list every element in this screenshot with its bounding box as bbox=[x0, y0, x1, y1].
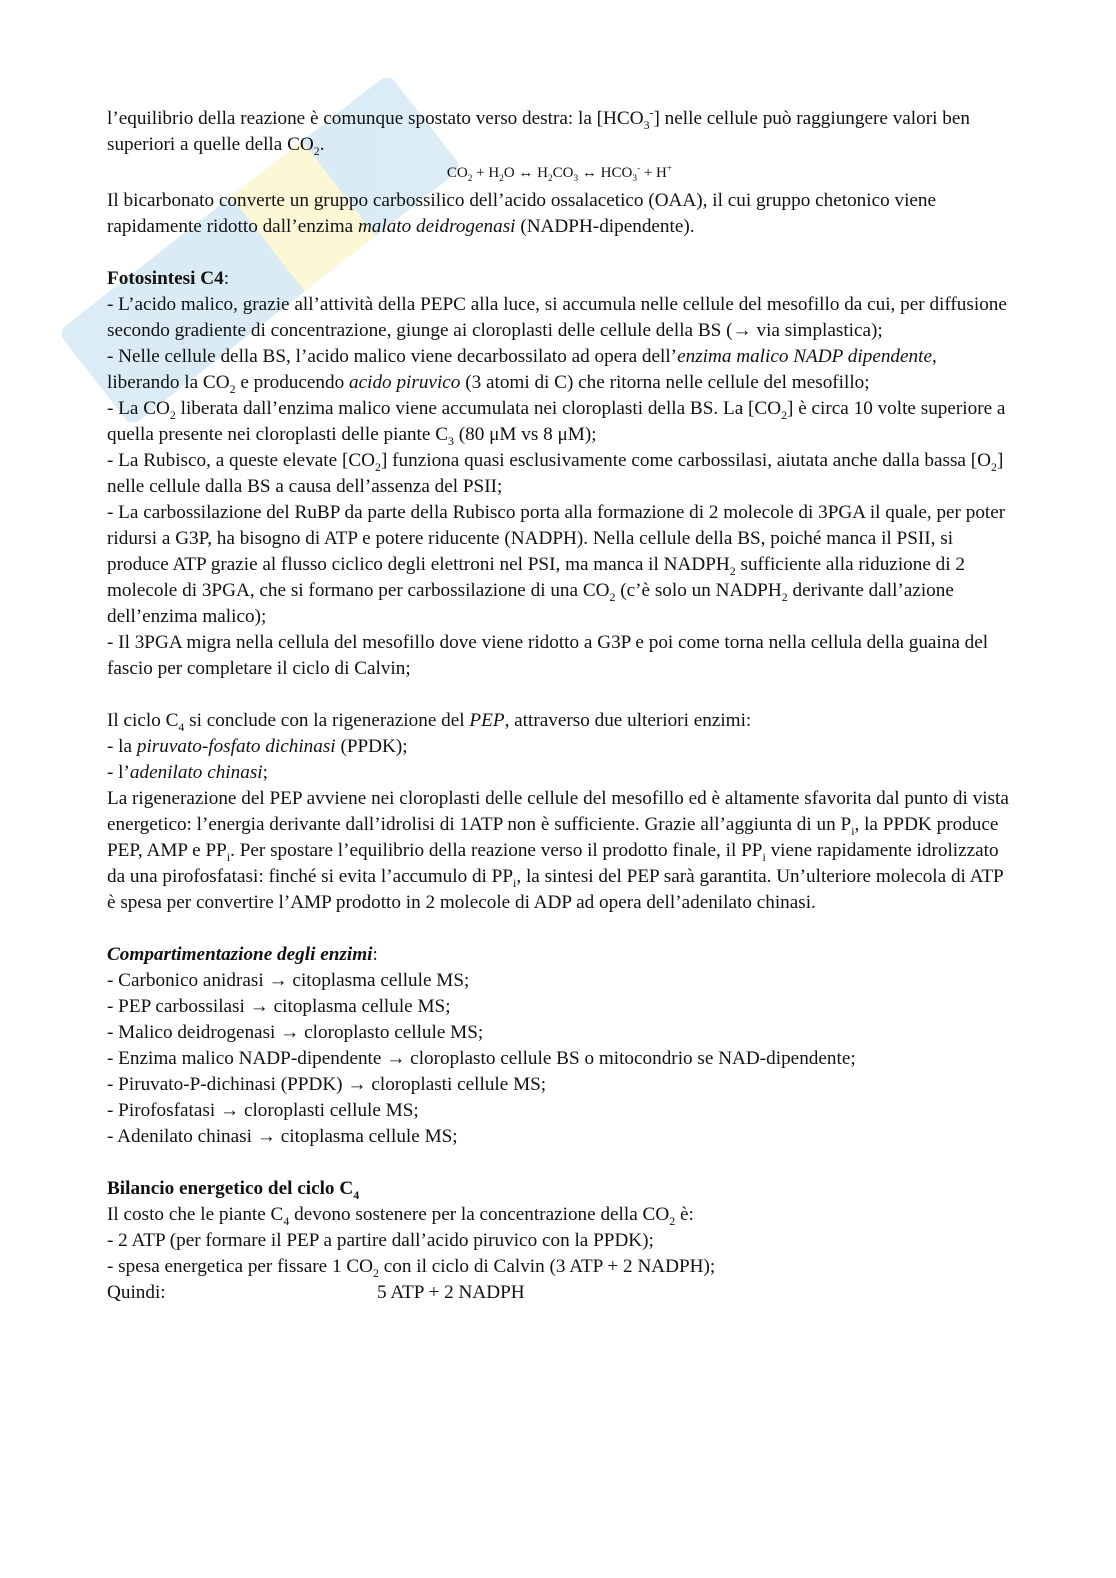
list-item: - la piruvato-fosfato dichinasi (PPDK); bbox=[107, 736, 408, 757]
section-heading-fotosintesi: Fotosintesi C4: bbox=[107, 268, 230, 289]
intro-paragraph: l’equilibrio della reazione è comunque spostato verso destra: la $[HCO_3^-]$ nelle cellule può raggiungere valori ben superiori a quelle della $CO_2$. bbox=[107, 105, 970, 158]
list-item: - Pirofosfatasi → cloroplasti cellule MS; bbox=[107, 1100, 419, 1121]
list-item: - l’adenilato chinasi; bbox=[107, 762, 268, 783]
list-item: - 2 ATP (per formare il PEP a partire dall’acido piruvico con la PPDK); bbox=[107, 1230, 654, 1251]
pep-regeneration-paragraph: La rigenerazione del PEP avviene nei cloroplasti delle cellule del mesofillo ed è altamente sfavorita dal punto di vista energetico: l’energia derivante dall’idrolisi di 1ATP non è sufficiente. Grazie all’aggiunta di un $P_i$, la PPDK produce PEP, AMP e $PP_i$. Per spostare l’equilibrio della reazione verso il prodotto finale, il $PP_i$ viene rapidamente idrolizzato da una pirofosfatasi: finché si evita l’accumulo di $PP_i$, la sintesi del PEP sarà garantita. Un’ulteriore molecola di ATP è spesa per convertire l’AMP prodotto in 2 molecole di ADP ad opera dell’adenilato chinasi. bbox=[107, 788, 1009, 913]
list-item: - PEP carbossilasi → citoplasma cellule MS; bbox=[107, 996, 451, 1017]
document-page bbox=[107, 106, 1012, 1306]
section-heading-bilancio: Bilancio energetico del ciclo $C_4$ bbox=[107, 1178, 360, 1202]
total-line: Quindi: 5 ATP + 2 NADPH bbox=[107, 1282, 525, 1303]
list-item: - Enzima malico NADP-dipendente → cloroplasto cellule BS o mitocondrio se NAD-dipendente; bbox=[107, 1048, 856, 1069]
list-item: - Piruvato-P-dichinasi (PPDK) → cloroplasti cellule MS; bbox=[107, 1074, 547, 1095]
list-item: - Adenilato chinasi → citoplasma cellule MS; bbox=[107, 1126, 458, 1147]
list-item: - L’acido malico, grazie all’attività della PEPC alla luce, si accumula nelle cellule del mesofillo da cui, per diffusione secondo gradiente di concentrazione, giunge ai cloroplasti delle cellule della BS (→ via simplastica); bbox=[107, 294, 1007, 341]
list-item: - La $CO_2$ liberata dall’enzima malico viene accumulata nei cloroplasti della BS. La $[CO_2]$ è circa 10 volte superiore a quella presente nei cloroplasti delle piante $C_3$ (80 μM vs 8 μM); bbox=[107, 398, 1006, 448]
list-item: - La Rubisco, a queste elevate $[CO_2]$ funziona quasi esclusivamente come carbossilasi, aiutata anche dalla bassa $[O_2]$ nelle cellule dalla BS a causa dell’assenza del PSII; bbox=[107, 450, 1004, 497]
list-item: - Il 3PGA migra nella cellula del mesofillo dove viene ridotto a G3P e poi come torna nella cellula della guaina del fascio per completare il ciclo di Calvin; bbox=[107, 632, 989, 679]
list-item: - Malico deidrogenasi → cloroplasto cellule MS; bbox=[107, 1022, 484, 1043]
equilibrium-equation: $CO_2 + H_2O$ ↔ $H_2CO_3$ ↔ $HCO_3^- + H^+$ bbox=[446, 164, 673, 184]
list-item: - La carbossilazione del RuBP da parte della Rubisco porta alla formazione di 2 molecole di 3PGA il quale, per poter ridursi a G3P, ha bisogno di ATP e potere riducente (NADPH). Nella cellule della BS, poiché manca il PSII, si produce ATP grazie al flusso ciclico degli elettroni nel PSI, ma manca il $NADPH_2$ sufficiente alla riduzione di 2 molecole di 3PGA, che si formano per carbossilazione di una $CO_2$ (c’è solo un $NADPH_2$ derivante dall’azione dell’enzima malico); bbox=[107, 502, 1006, 627]
bicarbonate-paragraph: Il bicarbonato converte un gruppo carbossilico dell’acido ossalacetico (OAA), il cui gruppo chetonico viene rapidamente ridotto dall’enzima malato deidrogenasi (NADPH-dipendente). bbox=[107, 190, 937, 237]
c4-cycle-paragraph: Il ciclo $C_4$ si conclude con la rigenerazione del PEP, attraverso due ulteriori enzimi: bbox=[107, 710, 752, 734]
section-heading-compartimentazione: Compartimentazione degli enzimi: bbox=[107, 944, 378, 965]
list-item: - Nelle cellule della BS, l’acido malico viene decarbossilato ad opera dell’enzima malico NADP dipendente, liberando la $CO_2$ e producendo acido piruvico (3 atomi di C) che ritorna nelle cellule del mesofillo; bbox=[107, 346, 937, 396]
list-item: - spesa energetica per fissare 1 $CO_2$ con il ciclo di Calvin (3 ATP + 2 NADPH); bbox=[107, 1256, 716, 1280]
list-item: - Carbonico anidrasi → citoplasma cellule MS; bbox=[107, 970, 470, 991]
energy-cost-line: Il costo che le piante $C_4$ devono sostenere per la concentrazione della $CO_2$ è: bbox=[107, 1204, 694, 1228]
